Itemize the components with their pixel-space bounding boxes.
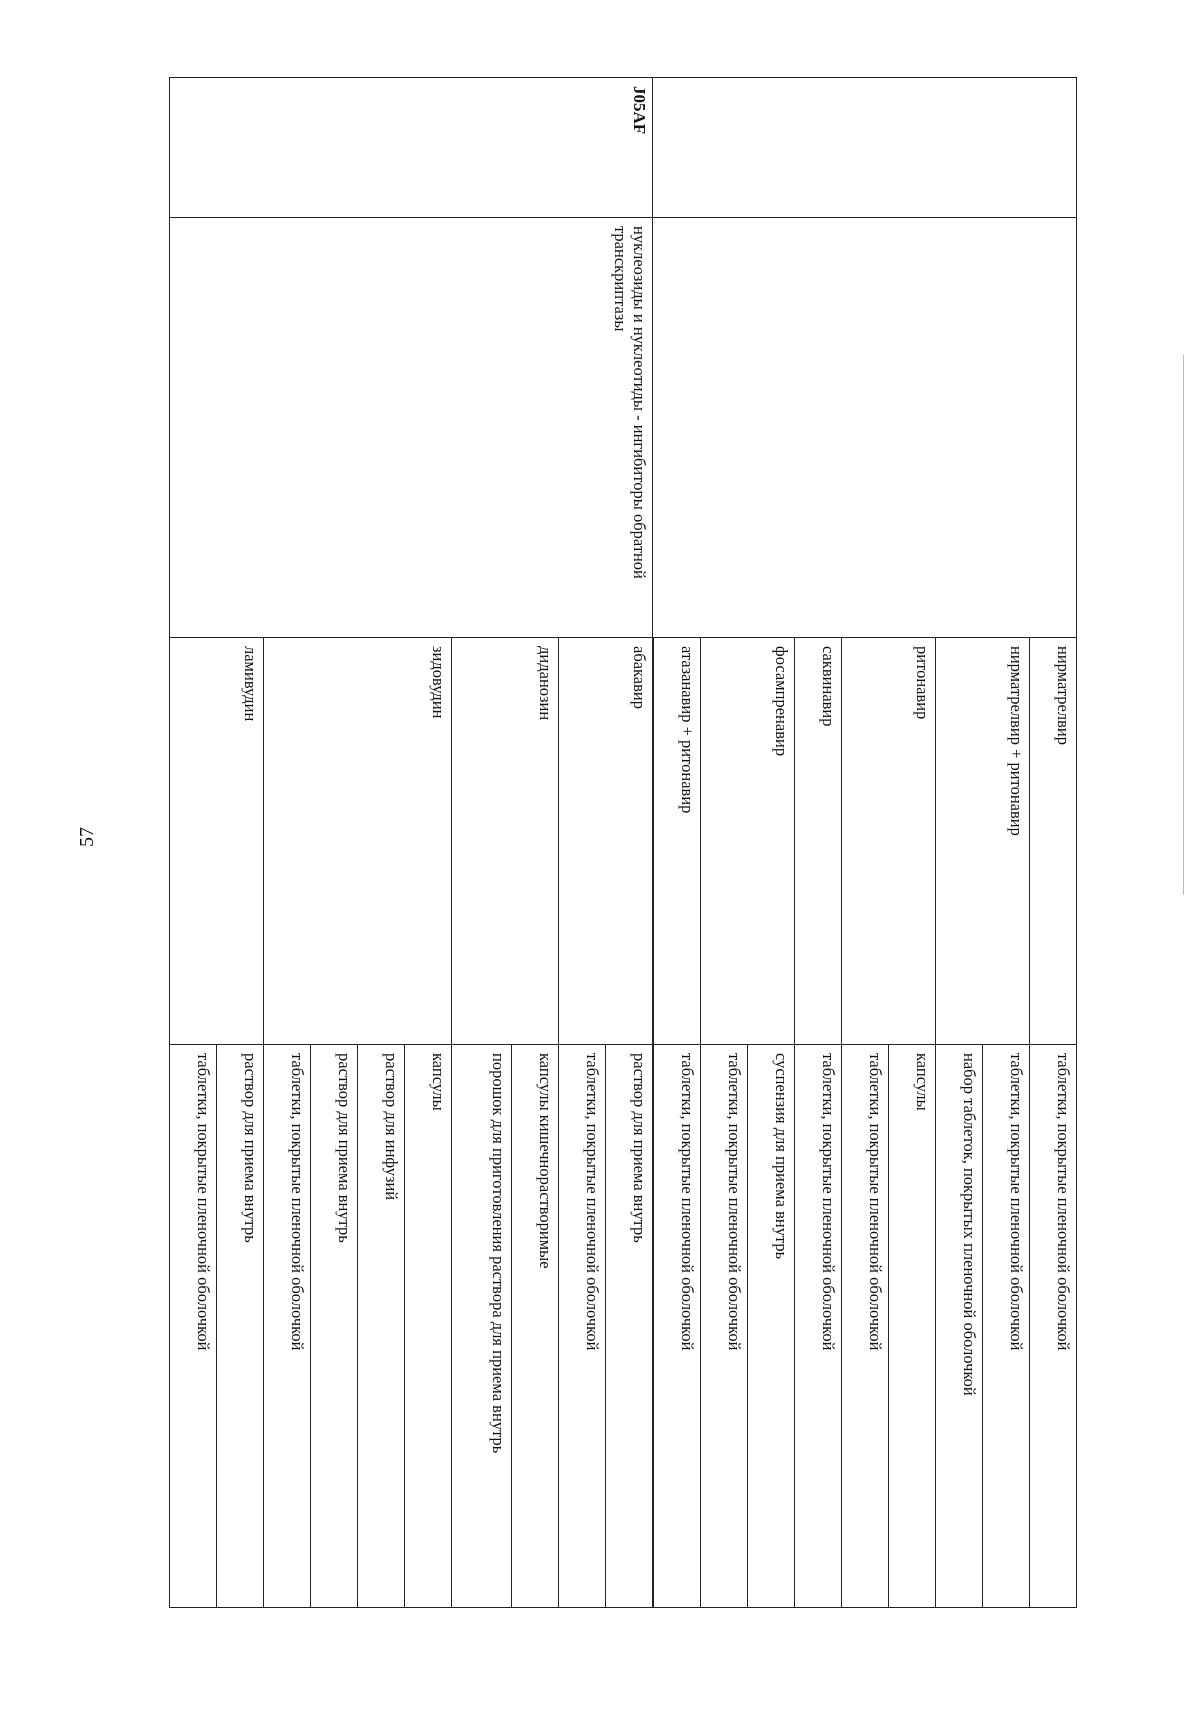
dosage-form-cell: раствор для инфузий — [358, 1045, 405, 1608]
dosage-form-cell: капсулы — [889, 1045, 936, 1608]
drug-name-cell: нирматрелвир + ритонавир — [936, 638, 1030, 1045]
code-cell — [652, 78, 1076, 218]
drug-name-cell: абакавир — [558, 638, 652, 1045]
dosage-form-cell: набор таблеток, покрытых пленочной оболочкой — [936, 1045, 983, 1608]
drug-name-cell: диданозин — [452, 638, 559, 1045]
dosage-form-cell: капсулы — [405, 1045, 452, 1608]
drug-name-cell: саквинавир — [795, 638, 842, 1045]
atc-code-cell: J05AF — [170, 78, 653, 218]
dosage-form-cell: суспензия для приема внутрь — [748, 1045, 795, 1608]
dosage-form-cell: таблетки, покрытые пленочной оболочкой — [842, 1045, 889, 1608]
dosage-form-cell: капсулы кишечнорастворимые — [511, 1045, 558, 1608]
dosage-form-cell: таблетки, покрытые пленочной оболочкой — [983, 1045, 1030, 1608]
dosage-form-cell: таблетки, покрытые пленочной оболочкой — [1030, 1045, 1077, 1608]
group-name-cell: нуклеозиды и нуклеотиды - ингибиторы обратной транскриптазы — [170, 218, 653, 638]
dosage-form-cell: таблетки, покрытые пленочной оболочкой — [170, 1045, 217, 1608]
dosage-form-cell: таблетки, покрытые пленочной оболочкой — [558, 1045, 605, 1608]
drug-table — [169, 77, 1077, 1608]
dosage-form-cell: раствор для приема внутрь — [605, 1045, 652, 1608]
dosage-form-cell: раствор для приема внутрь — [217, 1045, 264, 1608]
dosage-form-cell: таблетки, покрытые пленочной оболочкой — [264, 1045, 311, 1608]
drug-name-cell: ламивудин — [170, 638, 264, 1045]
drug-name-cell: ритонавир — [842, 638, 936, 1045]
scan-edge-line — [1183, 355, 1184, 895]
dosage-form-cell: порошок для приготовления раствора для приема внутрь — [452, 1045, 512, 1608]
table-row — [605, 78, 652, 1608]
dosage-form-cell: раствор для приема внутрь — [311, 1045, 358, 1608]
drug-name-cell: зидовудин — [264, 638, 452, 1045]
drug-name-cell: нирматрелвир — [1030, 638, 1077, 1045]
dosage-form-cell: таблетки, покрытые пленочной оболочкой — [701, 1045, 748, 1608]
dosage-form-cell: таблетки, покрытые пленочной оболочкой — [654, 1045, 701, 1608]
page-number: 57 — [76, 827, 98, 847]
table-row — [1030, 78, 1077, 1608]
drug-name-cell: атазанавир + ритонавир — [654, 638, 701, 1045]
drug-name-cell: фосампренавир — [701, 638, 795, 1045]
dosage-form-cell: таблетки, покрытые пленочной оболочкой — [795, 1045, 842, 1608]
group-cell — [652, 218, 1076, 638]
